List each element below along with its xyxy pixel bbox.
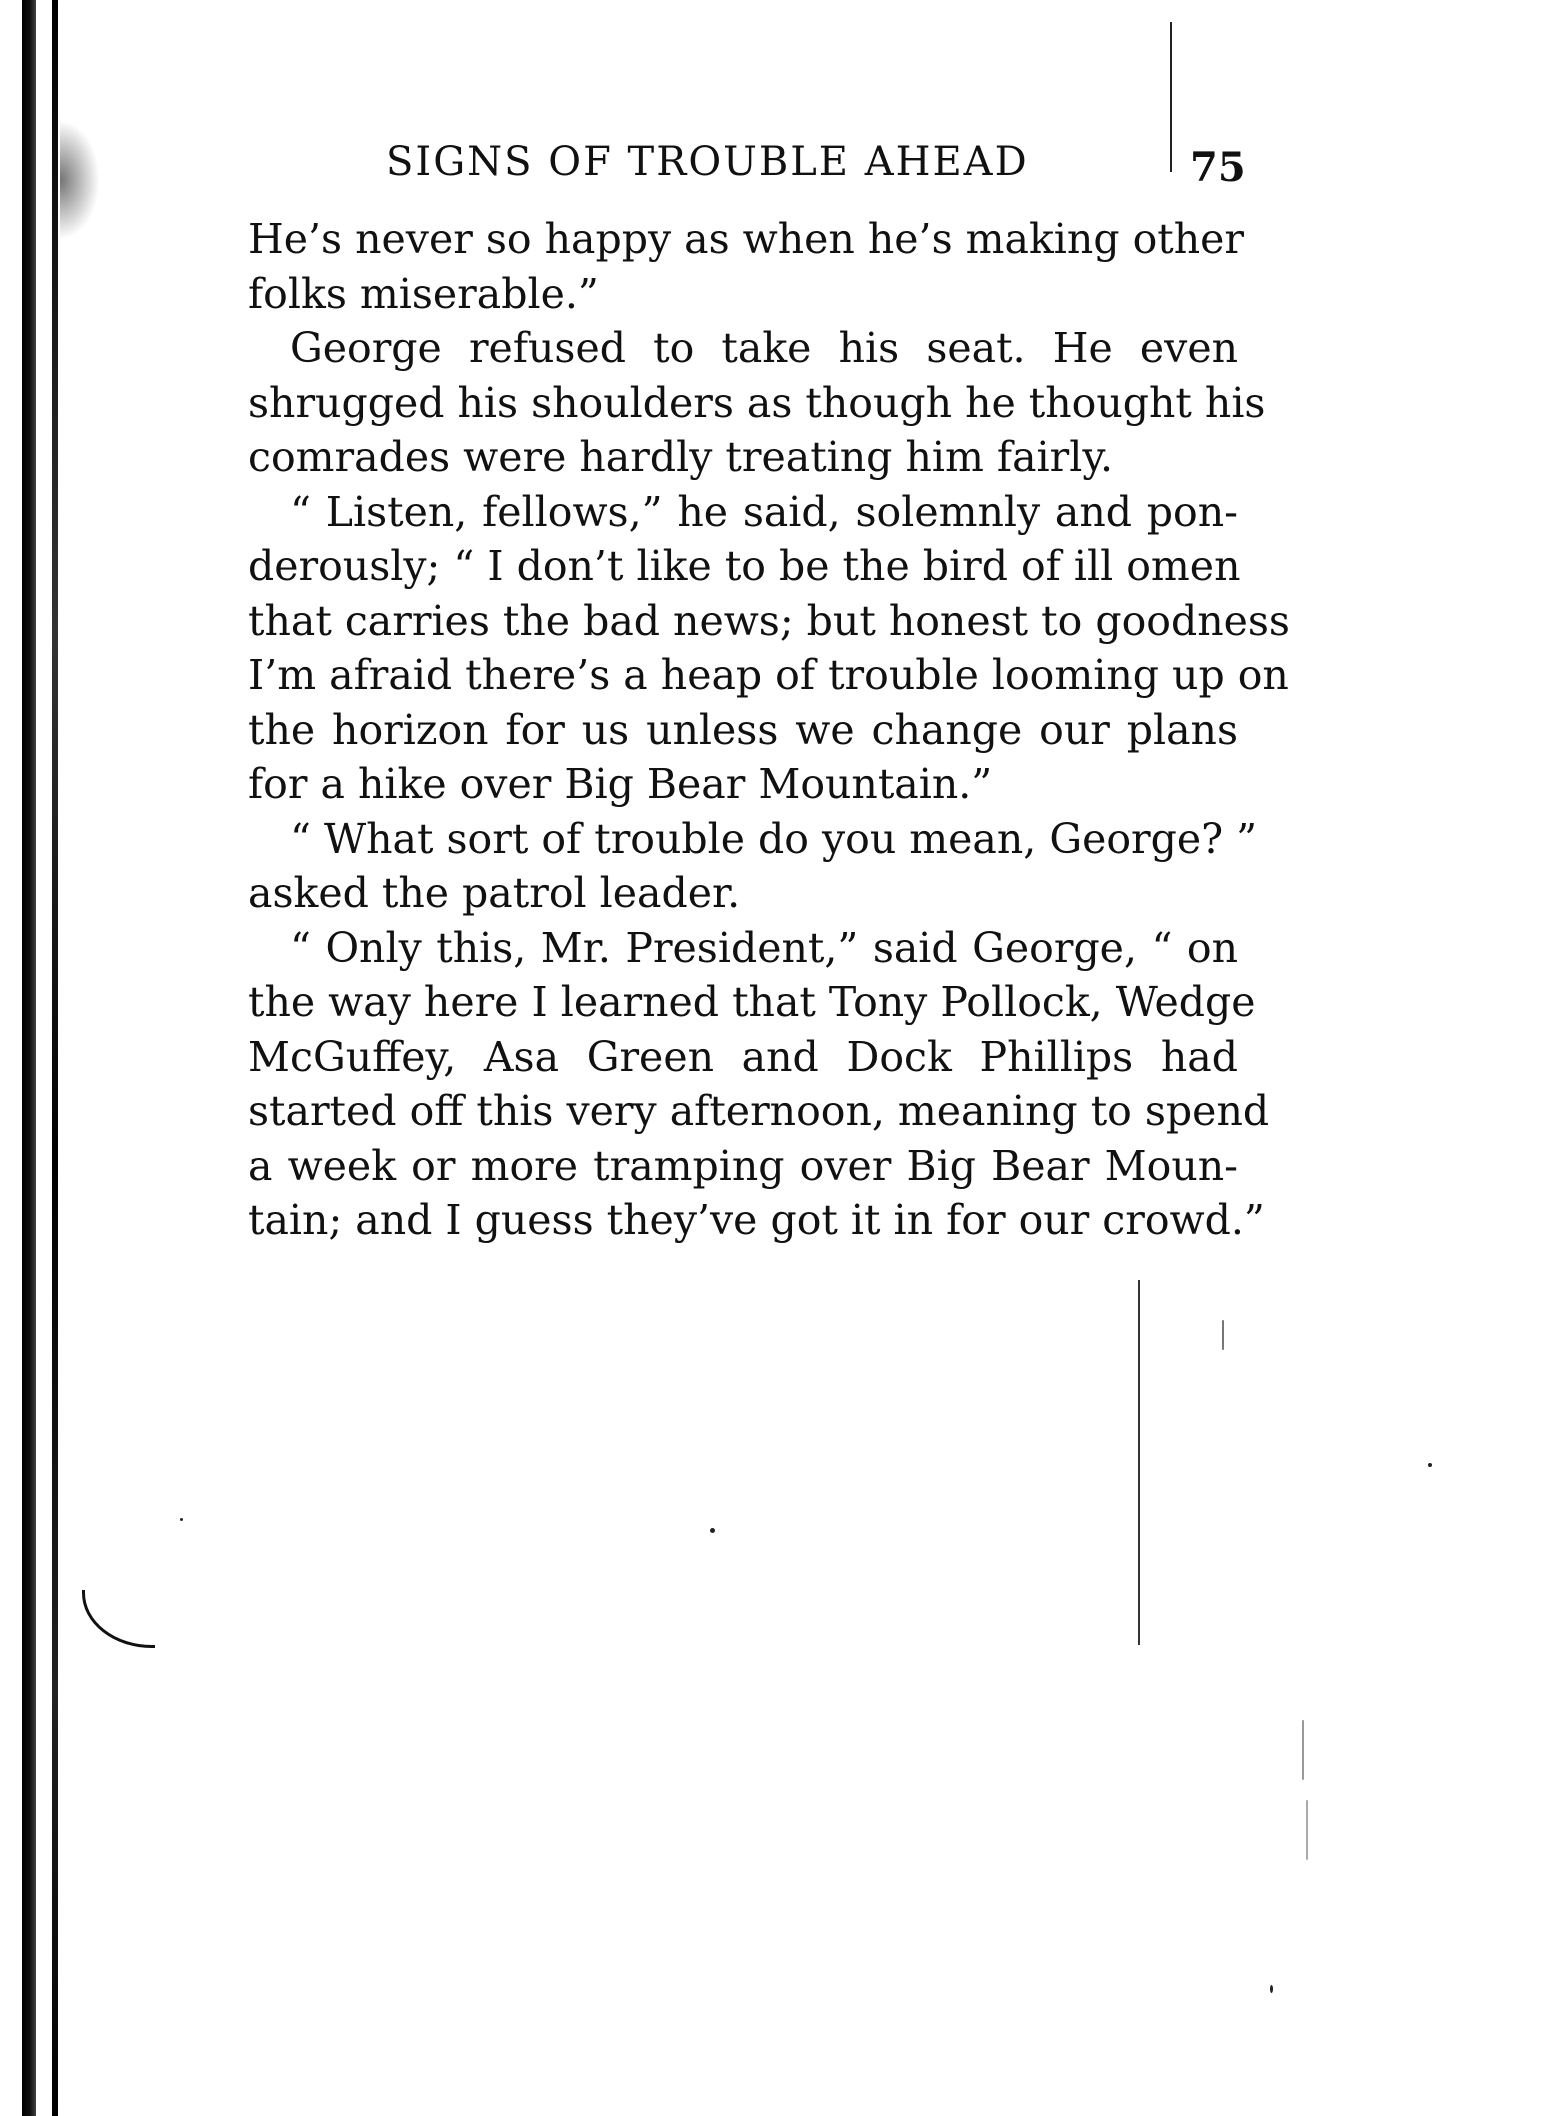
text-line: He’s never so happy as when he’s making other <box>248 215 1245 263</box>
text-line: a week or more tramping over Big Bear Moun- <box>248 1141 1238 1190</box>
running-head <box>250 132 1246 202</box>
text-line: “ Listen, fellows,” he said, solemnly and pon- <box>290 487 1238 536</box>
text-line: I’m afraid there’s a heap of trouble looming up on <box>248 651 1289 699</box>
text-line: asked the patrol leader. <box>248 869 741 917</box>
text-line: “ What sort of trouble do you mean, George? ” <box>290 814 1258 863</box>
text-line: comrades were hardly treating him fairly. <box>248 433 1114 481</box>
text-line: George refused to take his seat. He even <box>290 324 1238 372</box>
scan-speck <box>180 1518 183 1521</box>
scan-speck <box>1302 1720 1304 1780</box>
text-line: “ Only this, Mr. President,” said George, “ on <box>290 923 1238 972</box>
scan-speck <box>1428 1463 1432 1467</box>
binding-shadow <box>52 0 58 2116</box>
scan-speck <box>710 1528 715 1533</box>
page-number: 75 <box>1190 144 1246 191</box>
text-line: the horizon for us unless we change our plans <box>248 705 1238 754</box>
text-line: that carries the bad news; but honest to goodness <box>248 596 1290 645</box>
text-line: derously; “ I don’t like to be the bird of ill omen <box>248 542 1241 590</box>
margin-rule-middle <box>1138 1280 1140 1645</box>
text-line: for a hike over Big Bear Mountain.” <box>248 760 993 808</box>
gutter-curve <box>82 1590 155 1648</box>
text-line: the way here I learned that Tony Pollock, Wedge <box>248 978 1256 1026</box>
text-line: started off this very afternoon, meaning to spend <box>248 1087 1270 1135</box>
binding-edge <box>22 0 36 2116</box>
running-head-title: SIGNS OF TROUBLE AHEAD <box>386 139 1029 185</box>
body-text <box>248 212 1290 1248</box>
binding-flare <box>60 120 100 240</box>
text-line: shrugged his shoulders as though he thought his <box>248 378 1266 427</box>
scan-speck <box>1270 1985 1273 1993</box>
text-line: folks miserable.” <box>248 269 599 318</box>
scan-speck <box>1306 1800 1308 1860</box>
text-line: tain; and I guess they’ve got it in for our crowd.” <box>248 1196 1265 1244</box>
text-line: McGuffey, Asa Green and Dock Phillips had <box>248 1032 1238 1081</box>
scan-speck <box>1222 1320 1224 1350</box>
